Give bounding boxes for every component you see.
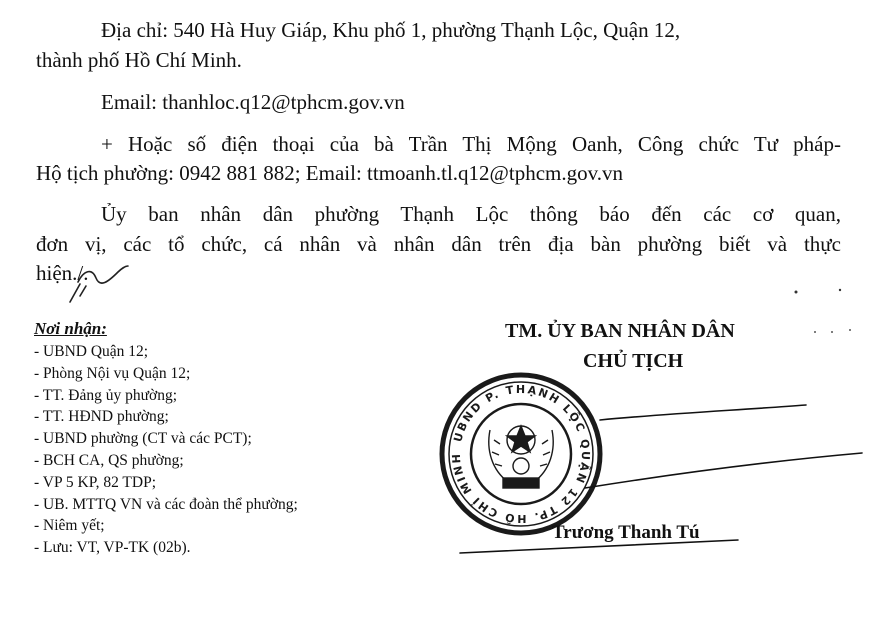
svg-text:UBND P. THẠNH LỘC QUẬN 12 TP.: UBND P. THẠNH LỘC QUẬN 12 TP. HỒ CHÍ MINH	[449, 382, 593, 526]
notice-line-2: đơn vị, các tổ chức, cá nhân và nhân dân trên địa bàn phường biết và thực	[36, 232, 841, 256]
recipient-item: - Phòng Nội vụ Quận 12;	[34, 364, 191, 382]
recipient-item: - BCH CA, QS phường;	[34, 451, 184, 469]
signature-role: CHỦ TỊCH	[583, 350, 684, 372]
recipient-item: - UBND Quận 12;	[34, 343, 149, 360]
recipient-item: - TT. Đảng ủy phường;	[34, 386, 178, 404]
notice-line-3: hiện./.	[36, 261, 89, 285]
recipient-item: - TT. HĐND phường;	[34, 408, 169, 426]
dot-mark	[814, 331, 816, 333]
recipient-item: - VP 5 KP, 82 TDP;	[34, 473, 157, 491]
dot-mark	[795, 291, 798, 294]
address-line-2: thành phố Hồ Chí Minh.	[36, 48, 242, 72]
dot-mark	[849, 329, 851, 331]
phone-line-1: + Hoặc số điện thoại của bà Trần Thị Mộng Oanh, Công chức Tư pháp-	[101, 132, 841, 156]
email-line: Email: thanhloc.q12@tphcm.gov.vn	[101, 90, 405, 114]
initial-mark	[70, 266, 128, 302]
dot-mark	[831, 331, 833, 333]
notice-line-1: Ủy ban nhân dân phường Thạnh Lộc thông báo đến các cơ quan,	[101, 202, 841, 226]
recipient-item: - Lưu: VT, VP-TK (02b).	[34, 539, 191, 557]
recipient-item: - UBND phường (CT và các PCT);	[34, 430, 252, 448]
recipient-item: - Niêm yết;	[34, 517, 105, 535]
phone-line-2: Hộ tịch phường: 0942 881 882; Email: ttmoanh.tl.q12@tphcm.gov.vn	[36, 161, 624, 185]
recipient-item: - UB. MTTQ VN và các đoàn thể phường;	[34, 495, 298, 513]
signature-org: TM. ỦY BAN NHÂN DÂN	[505, 320, 735, 342]
dot-mark	[839, 289, 841, 291]
signer-name: Trương Thanh Tú	[552, 522, 700, 543]
address-line-1: Địa chỉ: 540 Hà Huy Giáp, Khu phố 1, phường Thạnh Lộc, Quận 12,	[101, 18, 681, 42]
official-seal	[442, 375, 600, 533]
recipients-title: Nơi nhận:	[34, 319, 107, 338]
